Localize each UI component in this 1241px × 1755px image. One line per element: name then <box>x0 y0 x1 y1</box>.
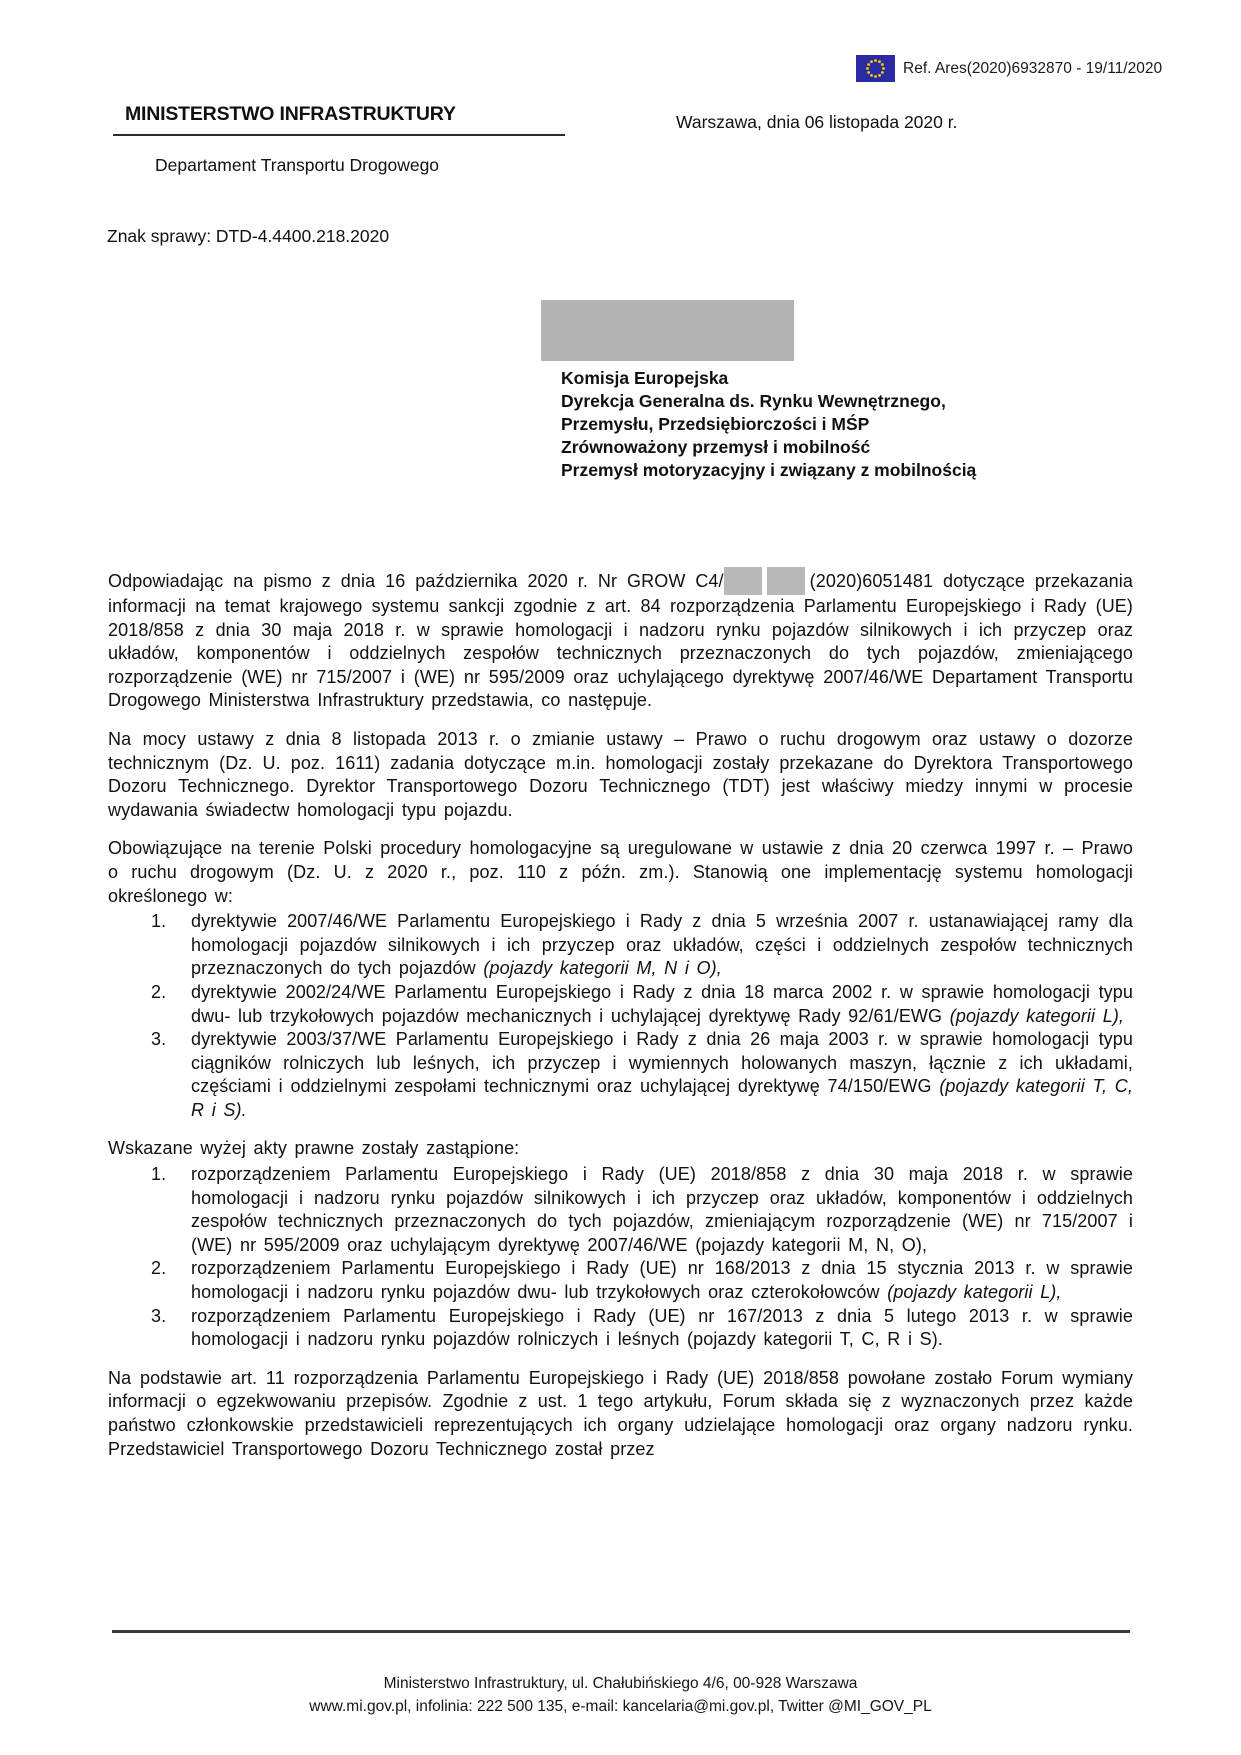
list-item-text: dyrektywie 2007/46/WE Parlamentu Europejskiego i Rady z dnia 5 września 2007 r. ustanawiającej ramy dla homologacji pojazdów silnikowych i ich przyczep oraz układów, części i oddzielnych zespołów technicznych przeznaczonych do tych pojazdów <box>191 911 1133 979</box>
eu-ref-banner <box>856 55 1162 82</box>
paragraph-1-text: (2020)6051481 dotyczące przekazania informacji na temat krajowego systemu sankcji zgodnie z art. 84 rozporządzenia Parlamentu Europejskiego i Rady (UE) 2018/858 z dnia 30 maja 2018 r. w sprawie homologacji i nadzoru rynku pojazdów silnikowych i ich przyczep oraz układów, komponentów i oddzielnych zespołów technicznych przeznaczonych do tych pojazdów, zmieniającego rozporządzenie (WE) nr 715/2007 i (WE) nr 595/2009 oraz uchylającego dyrektywę 2007/46/WE Departament Transportu Drogowego Ministerstwa Infrastruktury przedstawia, co następuje. <box>108 571 1133 711</box>
case-number: Znak sprawy: DTD-4.4400.218.2020 <box>107 226 390 246</box>
list-number: 2. <box>151 981 167 1002</box>
recipient-line: Komisja Europejska <box>561 368 729 388</box>
ministry-letterhead <box>113 103 565 136</box>
recipient-line: Zrównoważony przemysł i mobilność <box>561 437 871 457</box>
redaction-box-inline <box>767 567 805 595</box>
footer <box>0 1672 1241 1718</box>
department-name: Departament Transportu Drogowego <box>155 155 440 175</box>
list-number: 2. <box>151 1258 167 1279</box>
paragraph-5: Na podstawie art. 11 rozporządzenia Parlamentu Europejskiego i Rady (UE) 2018/858 powołane zostało Forum wymiany informacji o egzekwowaniu przepisów. Zgodnie z ust. 1 tego artykułu, Forum składa się z wyznaczonych przez każde państwo członkowskie przedstawicieli reprezentujących ich organy udzielające homologacji oraz organy nadzoru rynku. Przedstawiciel Transportowego Dozoru Technicznego został przez <box>108 1367 1133 1459</box>
list-number: 1. <box>151 1164 167 1185</box>
list-item <box>151 1028 1133 1122</box>
recipient-line: Dyrekcja Generalna ds. Rynku Wewnętrznego, <box>561 391 946 411</box>
regulations-list <box>108 1163 1133 1352</box>
list-item-text: rozporządzeniem Parlamentu Europejskiego i Rady (UE) nr 168/2013 z dnia 15 stycznia 2013 r. w sprawie homologacji i nadzoru rynku pojazdów dwu- lub trzykołowych oraz czterokołowców <box>191 1258 1133 1303</box>
paragraph-3: Obowiązujące na terenie Polski procedury homologacyjne są uregulowane w ustawie z dnia 20 czerwca 1997 r. – Prawo o ruchu drogowym (Dz. U. z 2020 r., poz. 110 z późn. zm.). Stanowią one implementację systemu homologacji określonego w: <box>108 838 1133 906</box>
paragraph-1 <box>108 567 1133 713</box>
ares-reference-text: Ref. Ares(2020)6932870 - 19/11/2020 <box>903 59 1163 77</box>
ministry-title: MINISTERSTWO INFRASTRUKTURY <box>125 103 456 125</box>
recipient-lines <box>541 367 976 482</box>
list-item-text: rozporządzeniem Parlamentu Europejskiego i Rady (UE) 2018/858 z dnia 30 maja 2018 r. w sprawie homologacji i nadzoru rynku pojazdów silnikowych i ich przyczep oraz układów, komponentów i oddzielnych zespołów technicznych przeznaczonych do tych pojazdów, zmieniającym rozporządzenie (WE) nr 715/2007 i (WE) nr 595/2009 oraz uchylającym dyrektywę 2007/46/WE (pojazdy kategorii M, N, O), <box>191 1164 1133 1255</box>
list-item <box>151 1257 1133 1304</box>
eu-flag-icon <box>856 55 895 82</box>
list-item-text: rozporządzeniem Parlamentu Europejskiego i Rady (UE) nr 167/2013 z dnia 5 lutego 2013 r. w sprawie homologacji i nadzoru rynku pojazdów rolniczych i leśnych (pojazdy kategorii T, C, R i S). <box>191 1305 1133 1350</box>
redaction-box-large <box>541 300 794 361</box>
list-item-text: dyrektywie 2003/37/WE Parlamentu Europejskiego i Rady z dnia 26 maja 2003 r. w sprawie homologacji typu ciągników rolniczych lub leśnych, ich przyczep i wymiennych holowanych maszyn, łącznie z ich układami, częściami i oddzielnymi zespołami technicznymi oraz uchylającej dyrektywę 74/150/EWG <box>191 1029 1133 1097</box>
footer-address: Ministerstwo Infrastruktury, ul. Chałubińskiego 4/6, 00-928 Warszawa <box>383 1675 858 1692</box>
list-item-category: (pojazdy kategorii L), <box>949 1005 1125 1026</box>
list-item <box>151 910 1133 981</box>
list-number: 3. <box>151 1305 167 1326</box>
paragraph-2: Na mocy ustawy z dnia 8 listopada 2013 r. o zmianie ustawy – Prawo o ruchu drogowym oraz ustawy o dozorze technicznym (Dz. U. poz. 1611) zadania dotyczące m.in. homologacji zostały przekazane do Dyrektora Transportowego Dozoru Technicznego. Dyrektor Transportowego Dozoru Technicznego (TDT) jest właściwy miedzy innymi w procesie wydawania świadectw homologacji typu pojazdu. <box>108 728 1133 820</box>
list-item <box>151 1305 1133 1352</box>
list-item-category: (pojazdy kategorii T, C, R i S). <box>191 1076 1133 1120</box>
recipient-line: Przemysłu, Przedsiębiorczości i MŚP <box>561 414 870 434</box>
paragraph-4: Wskazane wyżej akty prawne zostały zastąpione: <box>108 1138 520 1159</box>
list-item <box>151 981 1133 1028</box>
list-item-category: (pojazdy kategorii L), <box>887 1282 1062 1303</box>
list-number: 1. <box>151 911 167 932</box>
list-item <box>151 1163 1133 1257</box>
list-item-category: (pojazdy kategorii M, N i O), <box>483 958 722 979</box>
redaction-box-inline <box>724 567 762 595</box>
recipient-line: Przemysł motoryzacyjny i związany z mobilnością <box>561 460 977 480</box>
place-and-date: Warszawa, dnia 06 listopada 2020 r. <box>676 112 958 132</box>
footer-contacts: www.mi.gov.pl, infolinia: 222 500 135, e-mail: kancelaria@mi.gov.pl, Twitter @MI_GOV_PL <box>309 1698 932 1715</box>
recipient-block <box>541 300 976 482</box>
directives-list <box>108 910 1133 1122</box>
footer-divider <box>112 1630 1130 1633</box>
paragraph-1-text: Odpowiadając na pismo z dnia 16 października 2020 r. Nr GROW C4/ <box>108 571 724 591</box>
letter-body <box>108 567 1133 1476</box>
list-number: 3. <box>151 1029 167 1050</box>
list-item-text: dyrektywie 2002/24/WE Parlamentu Europejskiego i Rady z dnia 18 marca 2002 r. w sprawie homologacji typu dwu- lub trzykołowych pojazdów mechanicznych i uchylającej dyrektywę Rady 92/61/EWG <box>191 981 1133 1026</box>
